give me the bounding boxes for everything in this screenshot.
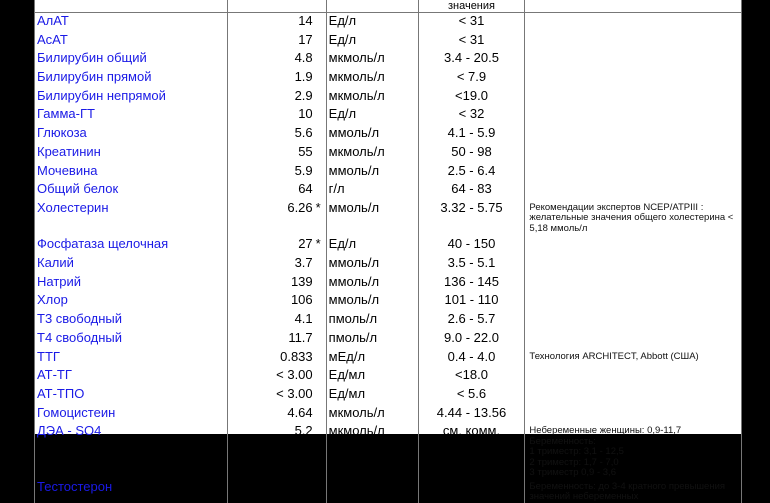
test-name: Билирубин прямой [35, 69, 228, 88]
reference-range: 40 - 150 [418, 236, 525, 255]
test-unit: Ед/мл [326, 386, 418, 405]
comment: Технология ARCHITECT, Abbott (США) [525, 349, 742, 368]
reference-range: 101 - 110 [418, 292, 525, 311]
test-name: Гамма-ГТ [35, 106, 228, 125]
test-value [227, 69, 326, 88]
test-unit: ммоль/л [326, 125, 418, 144]
value-text: 0.90 [287, 478, 313, 494]
reference-range: 136 - 145 [418, 274, 525, 293]
value-text: 64 [298, 181, 313, 197]
test-value [227, 405, 326, 424]
test-name: Мочевина [35, 163, 228, 182]
test-value [227, 163, 326, 182]
test-name: Гомоцистеин [35, 405, 228, 424]
test-unit: мЕд/л [326, 349, 418, 368]
comment [525, 32, 742, 51]
value-text: 139 [290, 273, 313, 289]
reference-range: см. комм. [418, 423, 525, 479]
test-unit: Ед/л [326, 236, 418, 255]
table-row [35, 125, 742, 144]
test-unit: мкмоль/л [326, 50, 418, 69]
header-ref: значения [418, 0, 525, 13]
comment [525, 236, 742, 255]
test-value [227, 274, 326, 293]
test-value [227, 367, 326, 386]
test-unit: Ед/л [326, 106, 418, 125]
reference-range: 4.1 - 5.9 [418, 125, 525, 144]
test-name: Холестерин [35, 200, 228, 237]
table-row [35, 405, 742, 424]
comment [525, 163, 742, 182]
table-row [35, 50, 742, 69]
table-row [35, 69, 742, 88]
test-unit: ммоль/л [326, 163, 418, 182]
reference-range: 3.5 - 5.1 [418, 255, 525, 274]
value-text: 2.9 [294, 87, 313, 103]
reference-range: < 7.9 [418, 69, 525, 88]
comment [525, 181, 742, 200]
test-name: ДЭА - SO4 [35, 423, 228, 479]
test-value [227, 423, 326, 479]
test-name: Глюкоза [35, 125, 228, 144]
table-row [35, 423, 742, 479]
reference-range: 50 - 98 [418, 144, 525, 163]
value-text: 106 [290, 292, 313, 308]
test-value [227, 88, 326, 107]
test-value [227, 50, 326, 69]
value-text: 11.7 [288, 329, 313, 345]
test-name: АТ-ТГ [35, 367, 228, 386]
table-row [35, 479, 742, 503]
reference-range: 2.5 - 6.4 [418, 163, 525, 182]
value-text: 5.6 [294, 125, 313, 141]
test-value [227, 200, 326, 237]
test-name: Калий [35, 255, 228, 274]
reference-range: 4.44 - 13.56 [418, 405, 525, 424]
table-row [35, 349, 742, 368]
table-row [35, 311, 742, 330]
table-row [35, 13, 742, 32]
test-unit: пмоль/л [326, 311, 418, 330]
abnormal-flag: * [315, 199, 321, 215]
table-row [35, 106, 742, 125]
comment [525, 311, 742, 330]
test-unit: г/л [326, 181, 418, 200]
comment [525, 274, 742, 293]
test-value [227, 32, 326, 51]
test-value [227, 125, 326, 144]
value-text: < 3.00 [276, 367, 313, 383]
reference-range: < 5.6 [418, 386, 525, 405]
value-text: 55 [298, 143, 313, 159]
test-unit: мкмоль/л [326, 69, 418, 88]
header-row [35, 0, 742, 13]
value-text: 6.26 [287, 199, 313, 215]
reference-range: 2.6 - 5.7 [418, 311, 525, 330]
reference-range: 0.52 - 1.72 [418, 479, 525, 503]
test-value [227, 236, 326, 255]
value-text: 14 [298, 13, 313, 28]
test-name: АлАТ [35, 13, 228, 32]
test-name: Билирубин общий [35, 50, 228, 69]
table-row [35, 144, 742, 163]
test-value [227, 386, 326, 405]
comment [525, 13, 742, 32]
lab-results-sheet [34, 0, 742, 503]
reference-range: < 31 [418, 13, 525, 32]
reference-range: < 31 [418, 32, 525, 51]
value-text: 4.1 [294, 311, 313, 327]
test-unit: ммоль/л [326, 255, 418, 274]
reference-range: 3.32 - 5.75 [418, 200, 525, 237]
test-name: Т3 свободный [35, 311, 228, 330]
value-text: 5.9 [294, 162, 313, 178]
comment [525, 330, 742, 349]
table-row [35, 181, 742, 200]
test-name: Хлор [35, 292, 228, 311]
value-text: 27 [298, 236, 313, 252]
test-unit: пмоль/л [326, 330, 418, 349]
table-row [35, 330, 742, 349]
table-row [35, 386, 742, 405]
test-name: Креатинин [35, 144, 228, 163]
table-row [35, 32, 742, 51]
comment [525, 367, 742, 386]
test-value [227, 255, 326, 274]
table-row [35, 274, 742, 293]
comment [525, 125, 742, 144]
value-text: 3.7 [294, 255, 313, 271]
reference-range: 0.4 - 4.0 [418, 349, 525, 368]
test-name: АТ-ТПО [35, 386, 228, 405]
header-value [227, 0, 326, 13]
comment: Небеременные женщины: 0,9-11,7 Беременность: 1 триместр: 3,1 - 12,5 2 триместр: 1,7 - 7,0 3 триместр 0,9 - 3,6 [525, 423, 742, 479]
test-value [227, 479, 326, 503]
test-value [227, 330, 326, 349]
test-unit: мкмоль/л [326, 144, 418, 163]
reference-range: < 32 [418, 106, 525, 125]
value-text: 0.833 [280, 348, 313, 364]
test-unit: Ед/мл [326, 367, 418, 386]
test-unit: мкмоль/л [326, 405, 418, 424]
reference-range: 9.0 - 22.0 [418, 330, 525, 349]
test-name: Т4 свободный [35, 330, 228, 349]
table-row [35, 292, 742, 311]
comment [525, 69, 742, 88]
test-value [227, 311, 326, 330]
table-row [35, 163, 742, 182]
test-unit: ммоль/л [326, 200, 418, 237]
table-row [35, 367, 742, 386]
comment: Рекомендации экспертов NCEP/ATPIII : желательные значения общего холестерина < 5,18 ммоль/л [525, 200, 742, 237]
test-name: Тестостерон [35, 479, 228, 503]
test-value [227, 144, 326, 163]
comment [525, 106, 742, 125]
table-row [35, 200, 742, 237]
value-text: 17 [298, 31, 313, 47]
test-unit: мкмоль/л [326, 423, 418, 479]
header-note [525, 0, 742, 13]
comment [525, 292, 742, 311]
test-unit: ммоль/л [326, 274, 418, 293]
test-value [227, 292, 326, 311]
abnormal-flag: * [315, 236, 321, 252]
test-unit: Ед/л [326, 13, 418, 32]
comment [525, 144, 742, 163]
header-unit [326, 0, 418, 13]
lab-results-table [34, 0, 742, 503]
value-text: 1.9 [294, 69, 313, 85]
test-name: ТТГ [35, 349, 228, 368]
table-row [35, 88, 742, 107]
comment [525, 88, 742, 107]
test-unit: Ед/л [326, 32, 418, 51]
reference-range: 3.4 - 20.5 [418, 50, 525, 69]
test-name: АсАТ [35, 32, 228, 51]
test-value [227, 181, 326, 200]
value-text: 10 [298, 106, 313, 122]
header-name [35, 0, 228, 13]
reference-range: <19.0 [418, 88, 525, 107]
reference-range: 64 - 83 [418, 181, 525, 200]
value-text: 5.2 [294, 423, 313, 439]
value-text: < 3.00 [276, 385, 313, 401]
comment [525, 386, 742, 405]
test-value [227, 106, 326, 125]
comment [525, 255, 742, 274]
test-unit: мкмоль/л [326, 88, 418, 107]
comment [525, 50, 742, 69]
test-unit: ммоль/л [326, 292, 418, 311]
test-name: Общий белок [35, 181, 228, 200]
comment: Беременность: до 3-4 кратного превышения значений небеременных [525, 479, 742, 503]
value-text: 4.64 [287, 404, 313, 420]
table-row [35, 255, 742, 274]
test-unit: нмоль/л [326, 479, 418, 503]
test-name: Натрий [35, 274, 228, 293]
value-text: 4.8 [294, 50, 313, 66]
test-value [227, 349, 326, 368]
table-row [35, 236, 742, 255]
reference-range: <18.0 [418, 367, 525, 386]
comment [525, 405, 742, 424]
test-value [227, 13, 326, 32]
test-name: Фосфатаза щелочная [35, 236, 228, 255]
test-name: Билирубин непрямой [35, 88, 228, 107]
